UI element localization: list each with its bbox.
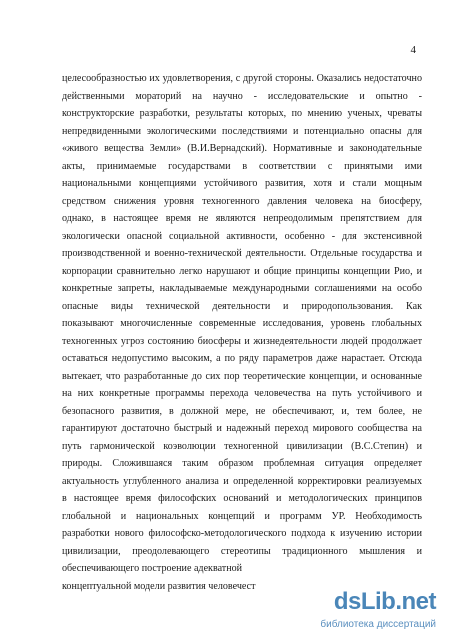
text-line: безопасного развития, в должной мере, не обеспечивают, и, тем более, не bbox=[62, 405, 422, 417]
page-number: 4 bbox=[410, 44, 416, 56]
text-line: цивилизации, преодолевающего стереотипы традиционного мышления и bbox=[62, 545, 422, 557]
text-line: непредвиденными экологическими последствиями и потенциально опасны для bbox=[62, 125, 422, 137]
watermark-logo bbox=[262, 588, 440, 630]
text-line: конкретные запреты, накладываемые международными соглашениями на особо bbox=[62, 283, 422, 294]
text-line: производственной и военно-технической деятельности. Отдельные государства и bbox=[62, 248, 422, 259]
text-line: в настоящее время философских оснований и методологических принципов bbox=[62, 493, 422, 504]
text-line: техногенных угроз состоянию биосферы и жизнедеятельности людей продолжает bbox=[62, 335, 422, 347]
body-text bbox=[62, 70, 422, 595]
text-line: гарантируют достаточно быстрый и надежный переход мирового сообщества на bbox=[62, 423, 422, 434]
text-line: конструкторские разработки, результаты которых, по мнению ученых, чреваты bbox=[62, 108, 422, 119]
text-line: действенными мораторий на научно - исследовательские и опытно - bbox=[62, 90, 422, 102]
watermark-subtitle: библиотека диссертаций bbox=[320, 619, 436, 630]
watermark-title: dsLib.net bbox=[333, 588, 436, 615]
text-line: обеспечивающего построение адекватной bbox=[62, 563, 243, 574]
text-line: глобальной и национальных концепций и программ УР. Необходимость bbox=[62, 510, 422, 522]
text-line: актуальность углубленного анализа и определенной корректировки реализуемых bbox=[62, 475, 422, 487]
text-line: экологически опасной социальной активности, особенно - для экстенсивной bbox=[62, 230, 422, 242]
text-line: целесообразностью их удовлетворения, с другой стороны. Оказались недостаточно bbox=[62, 73, 422, 84]
text-line: акты, принимаемые государствами в соответствии с принятыми ими bbox=[62, 160, 422, 172]
text-line: средством снижения уровня техногенного давления человека на биосферу, bbox=[62, 195, 422, 207]
text-line: однако, в настоящее время не являются непреодолимым препятствием для bbox=[62, 213, 422, 224]
text-line: показывают многочисленные современные исследования, уровень глобальных bbox=[62, 318, 422, 329]
text-line: корпорации сравнительно легко нарушают и общие принципы концепции Рио, и bbox=[62, 265, 422, 277]
text-line: природы. Сложившаяся таким образом проблемная ситуация определяет bbox=[62, 458, 422, 469]
text-line: концептуальной модели развития человечест bbox=[62, 580, 256, 592]
text-line: опасные виды технической деятельности и природопользования. Как bbox=[62, 300, 422, 312]
text-line: оставаться недопустимо высоким, а по ряду параметров даже нарастает. Отсюда bbox=[62, 353, 422, 364]
text-line: на них конкретные программы перехода человечества на путь устойчивого и bbox=[62, 388, 422, 399]
text-line: «живого вещества Земли» (В.И.Вернадский). Нормативные и законодательные bbox=[62, 143, 422, 154]
text-line: национальными концепциями устойчивого развития, хотя и стали мощным bbox=[62, 178, 422, 189]
text-line: вытекает, что разработанные до сих пор теоретические концепции, и основанные bbox=[62, 370, 422, 382]
text-line: путь гармонической коэволюции техногенной цивилизации (В.С.Степин) и bbox=[62, 440, 422, 452]
text-line: разработки нового философско-методологического подхода к изучению истории bbox=[62, 528, 422, 539]
